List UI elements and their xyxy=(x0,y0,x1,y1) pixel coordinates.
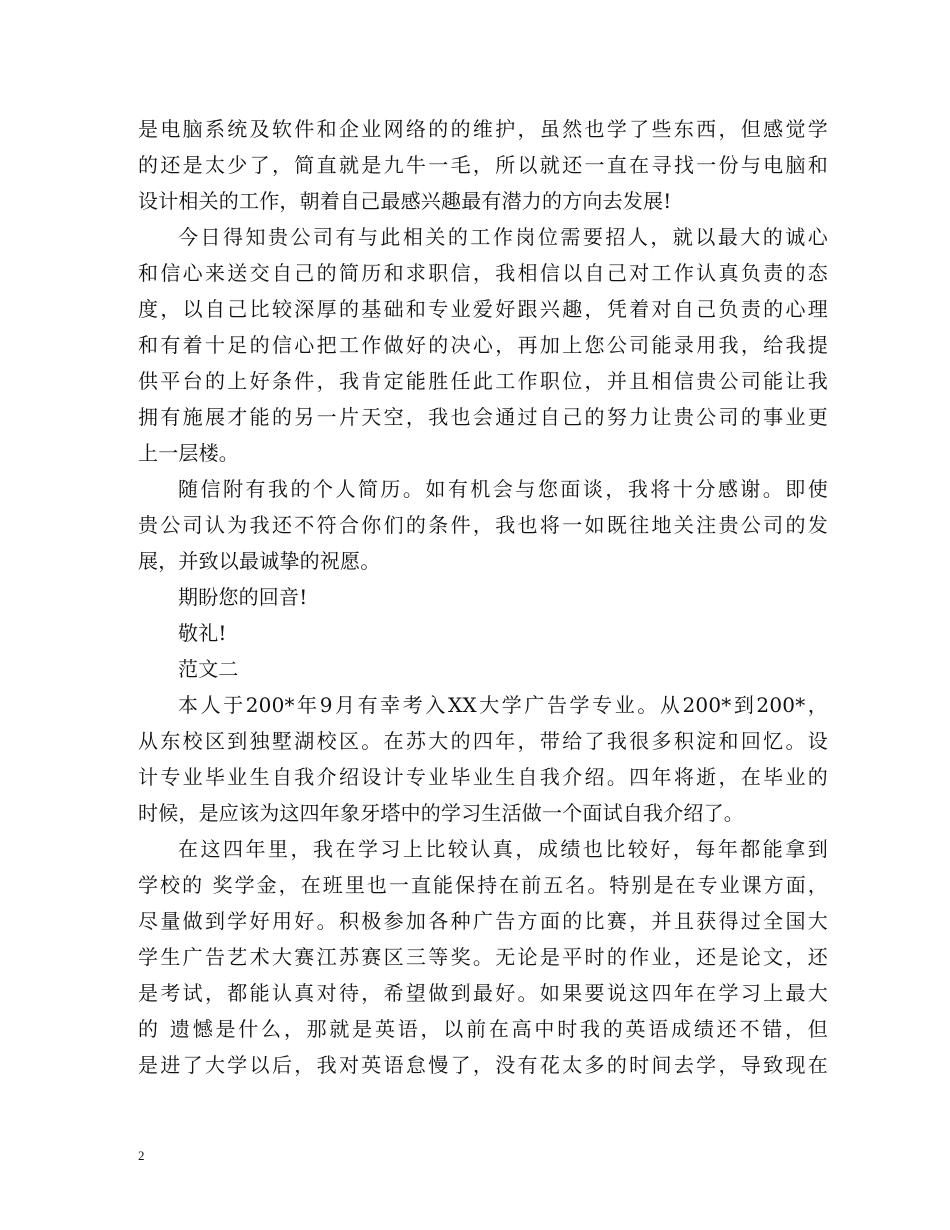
text-line: 供平台的上好条件，我肯定能胜任此工作职位，并且相信贵公司能让我 xyxy=(138,369,828,393)
text-line: 度，以自己比较深厚的基础和专业爱好跟兴趣，凭着对自己负责的心理 xyxy=(138,297,828,321)
text-line: 上一层楼。 xyxy=(138,441,239,465)
body-text xyxy=(138,111,828,1083)
text-line: 学校的 奖学金，在班里也一直能保持在前五名。特别是在专业课方面， xyxy=(138,873,828,897)
text-line: 今日得知贵公司有与此相关的工作岗位需要招人，就以最大的诚心 xyxy=(178,225,828,249)
text-line: 贵公司认为我还不符合你们的条件，我也将一如既往地关注贵公司的发 xyxy=(138,513,828,537)
text-line: 期盼您的回音! xyxy=(178,585,308,609)
text-line: 本人于200*年9月有幸考入XX大学广告学专业。从200*到200*， xyxy=(178,693,828,717)
text-line: 拥有施展才能的另一片天空，我也会通过自己的努力让贵公司的事业更 xyxy=(138,405,828,429)
text-line: 是进了大学以后，我对英语怠慢了，没有花太多的时间去学，导致现在 xyxy=(138,1053,828,1077)
page-number: 2 xyxy=(138,1148,145,1163)
text-line: 设计相关的工作，朝着自己最感兴趣最有潜力的方向去发展! xyxy=(138,189,672,213)
text-line: 尽量做到学好用好。积极参加各种广告方面的比赛，并且获得过全国大 xyxy=(138,909,828,933)
text-line: 随信附有我的个人简历。如有机会与您面谈，我将十分感谢。即使 xyxy=(178,477,828,501)
text-line: 学生广告艺术大赛江苏赛区三等奖。无论是平时的作业，还是论文，还 xyxy=(138,945,828,969)
text-line: 计专业毕业生自我介绍设计专业毕业生自我介绍。四年将逝，在毕业的 xyxy=(138,765,828,789)
section-heading: 范文二 xyxy=(178,657,239,681)
text-line: 从东校区到独墅湖校区。在苏大的四年，带给了我很多积淀和回忆。设 xyxy=(138,729,828,753)
text-line: 的还是太少了，简直就是九牛一毛，所以就还一直在寻找一份与电脑和 xyxy=(138,153,828,177)
text-line: 在这四年里，我在学习上比较认真，成绩也比较好，每年都能拿到 xyxy=(178,837,828,861)
text-line: 的 遗憾是什么，那就是英语，以前在高中时我的英语成绩还不错，但 xyxy=(138,1017,828,1041)
text-line: 和有着十足的信心把工作做好的决心，再加上您公司能录用我，给我提 xyxy=(138,333,828,357)
text-line: 是考试，都能认真对待，希望做到最好。如果要说这四年在学习上最大 xyxy=(138,981,828,1005)
text-line: 时候，是应该为这四年象牙塔中的学习生活做一个面试自我介绍了。 xyxy=(138,801,744,825)
text-line: 和信心来送交自己的简历和求职信，我相信以自己对工作认真负责的态 xyxy=(138,261,828,285)
text-line: 是电脑系统及软件和企业网络的的维护，虽然也学了些东西，但感觉学 xyxy=(138,117,828,141)
text-line: 展，并致以最诚挚的祝愿。 xyxy=(138,549,381,573)
text-line: 敬礼! xyxy=(178,621,227,645)
